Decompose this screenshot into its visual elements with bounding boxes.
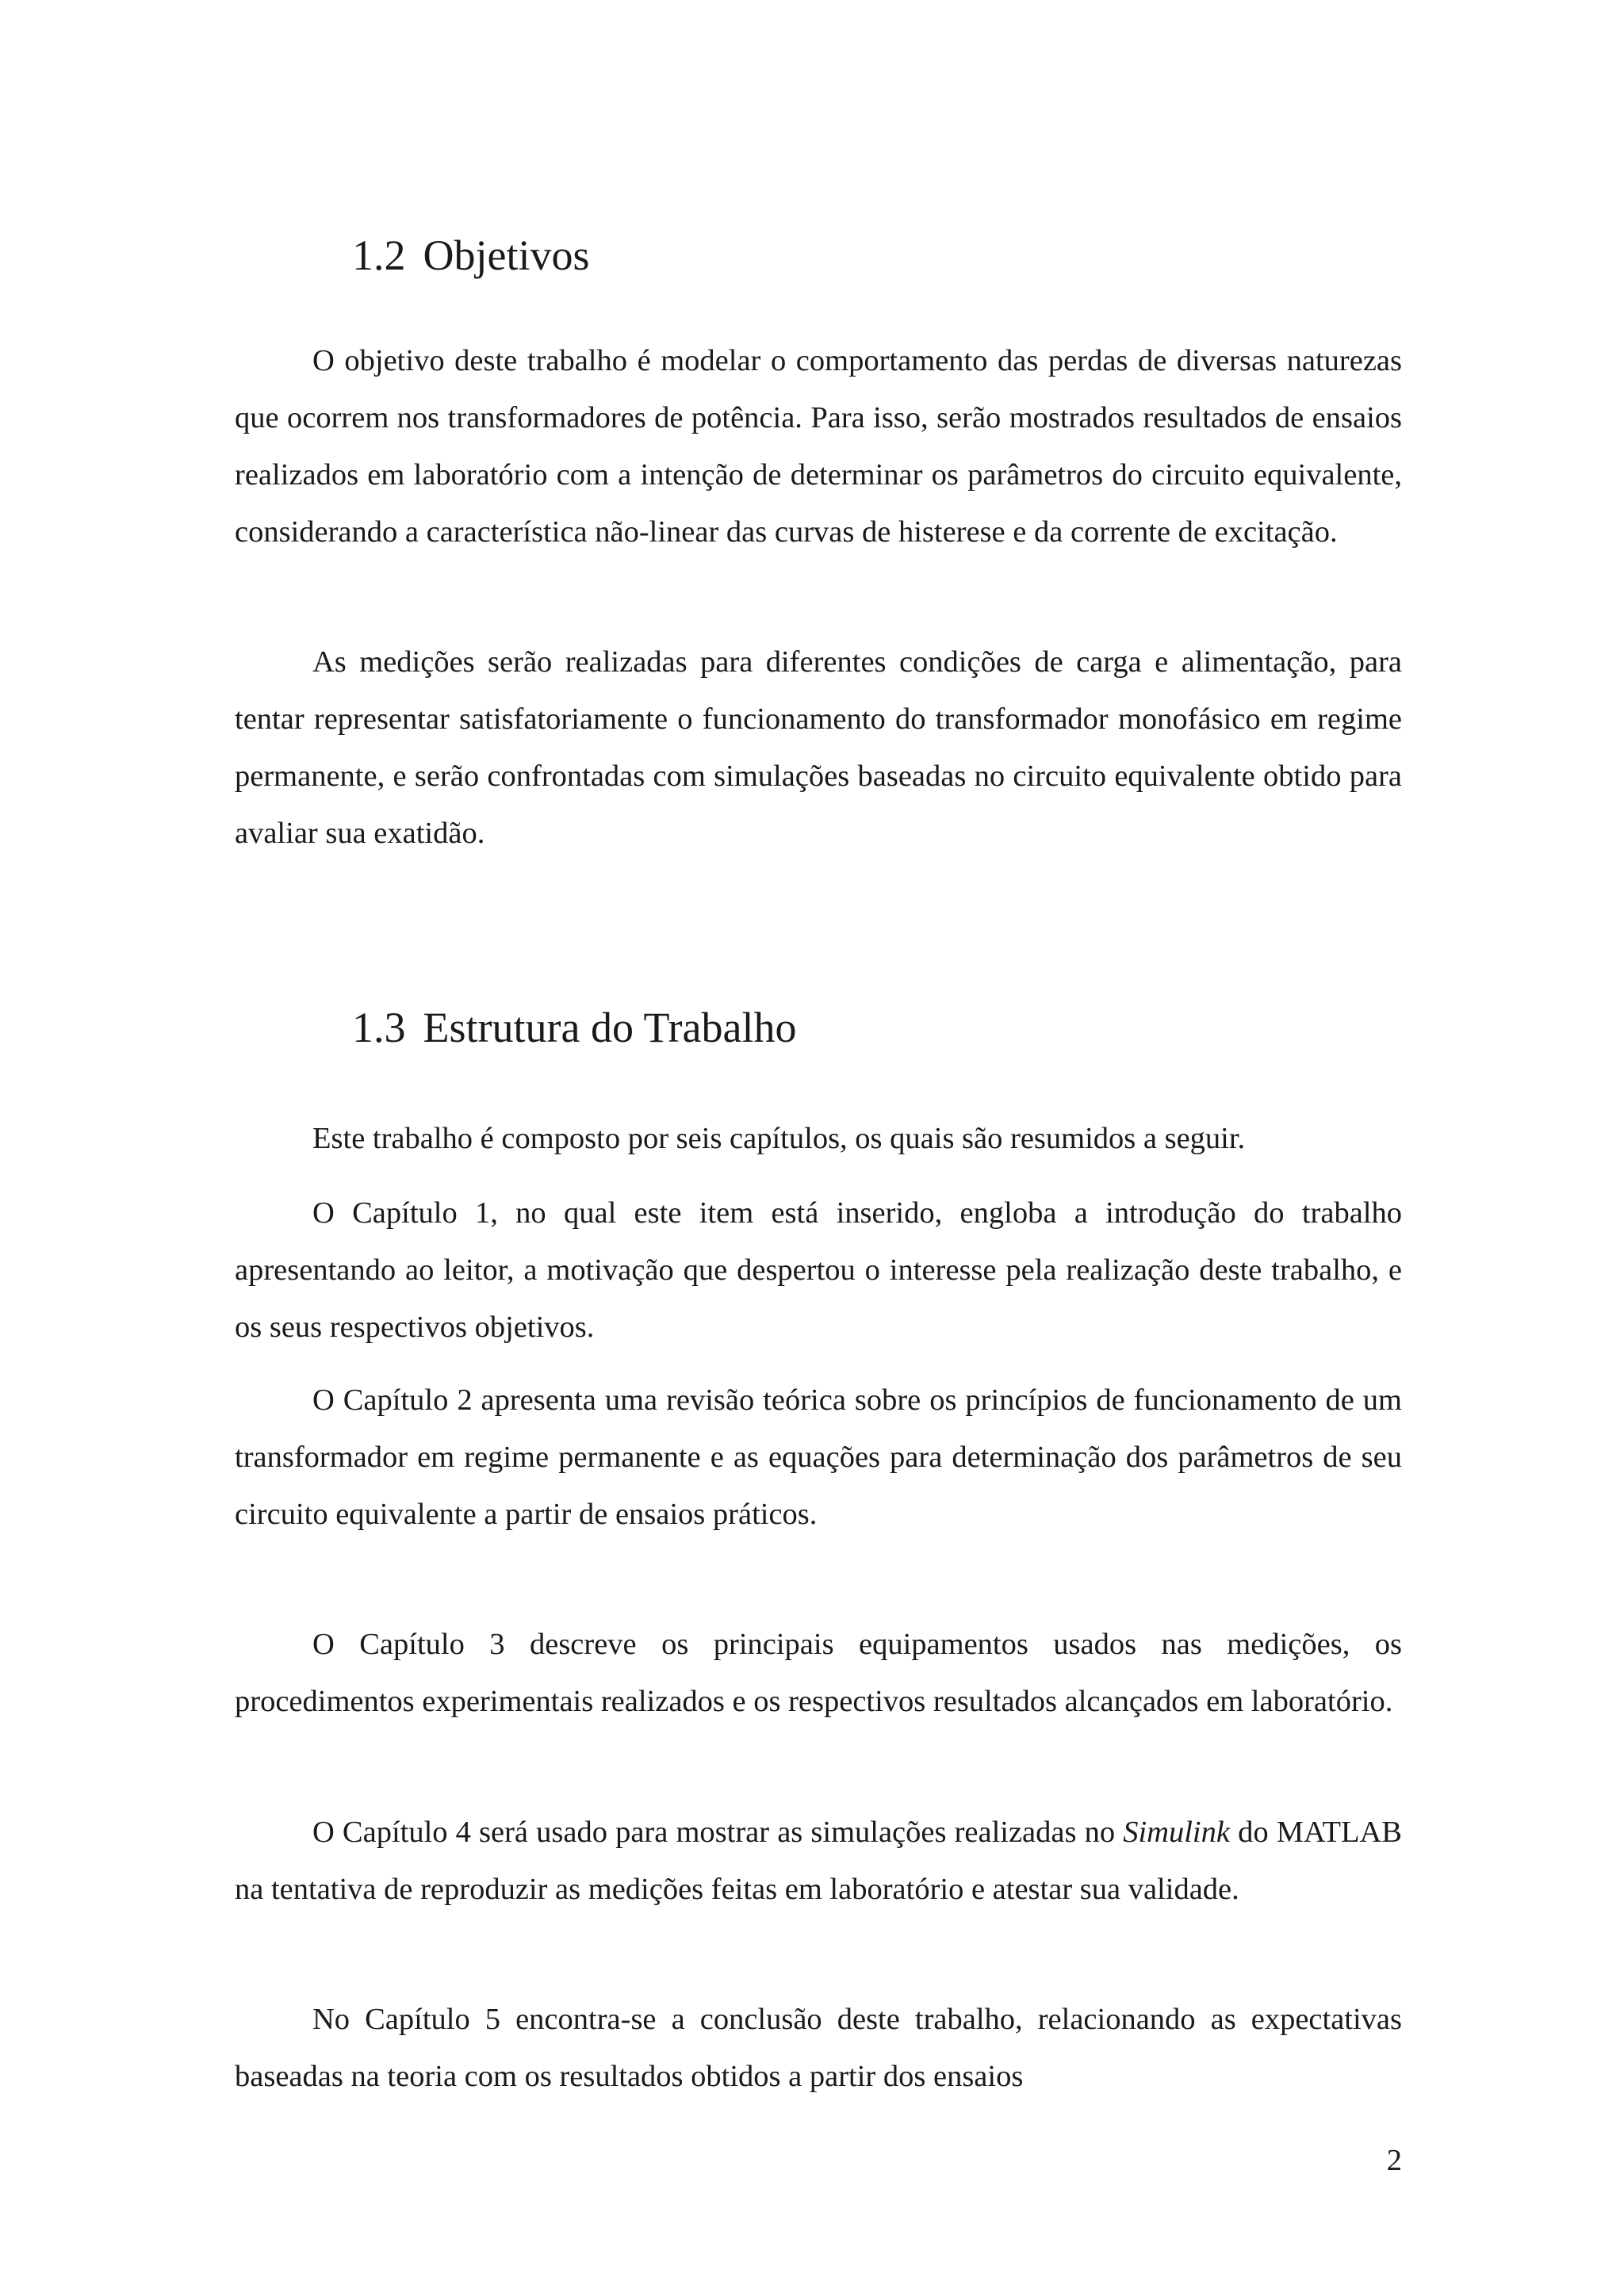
paragraph-capitulo-4: [235, 1804, 1402, 1918]
section-heading-estrutura: [352, 1003, 797, 1051]
simulink-term: Simulink: [1123, 1816, 1230, 1849]
capitulo-4-text-end: do MATLAB na tentativa de reproduzir as medições feitas em laboratório e atestar sua validade.: [235, 1816, 1402, 1906]
section-number: 1.3: [352, 1003, 406, 1051]
page-number: 2: [1386, 2144, 1402, 2177]
paragraph-capitulo-5: No Capítulo 5 encontra-se a conclusão deste trabalho, relacionando as expectativas baseadas na teoria com os resultados obtidos a partir dos ensaios: [235, 2003, 1402, 2093]
section-title: Objetivos: [423, 231, 590, 279]
paragraph-objetivo: O objetivo deste trabalho é modelar o comportamento das perdas de diversas naturezas que ocorrem nos transformadores de potência. Para isso, serão mostrados resultados de ensaios realizados em laboratório com a intenção de determinar os parâmetros do circuito equivalente, considerando a característica não-linear das curvas de histerese e da corrente de excitação.: [235, 344, 1402, 549]
paragraph-capitulo-3: O Capítulo 3 descreve os principais equipamentos usados nas medições, os procedimentos experimentais realizados e os respectivos resultados alcançados em laboratório.: [235, 1628, 1402, 1718]
section-number: 1.2: [352, 231, 406, 279]
section-heading-objetivos: [352, 231, 590, 279]
paragraph-capitulo-2: O Capítulo 2 apresenta uma revisão teórica sobre os princípios de funcionamento de um transformador em regime permanente e as equações para determinação dos parâmetros de seu circuito equivalente a partir de ensaios práticos.: [235, 1383, 1402, 1531]
capitulo-4-text-start: O Capítulo 4 será usado para mostrar as simulações realizadas no: [312, 1816, 1124, 1849]
paragraph-composicao: Este trabalho é composto por seis capítulos, os quais são resumidos a seguir.: [312, 1122, 1246, 1155]
paragraph-medicoes: As medições serão realizadas para diferentes condições de carga e alimentação, para tentar representar satisfatoriamente o funcionamento do transformador monofásico em regime permanente, e serão confrontadas com simulações baseadas no circuito equivalente obtido para avaliar sua exatidão.: [235, 645, 1402, 850]
paragraph-capitulo-1: O Capítulo 1, no qual este item está inserido, engloba a introdução do trabalho apresentando ao leitor, a motivação que despertou o interesse pela realização deste trabalho, e os seus respectivos objetivos.: [235, 1196, 1402, 1344]
section-title: Estrutura do Trabalho: [423, 1003, 797, 1051]
